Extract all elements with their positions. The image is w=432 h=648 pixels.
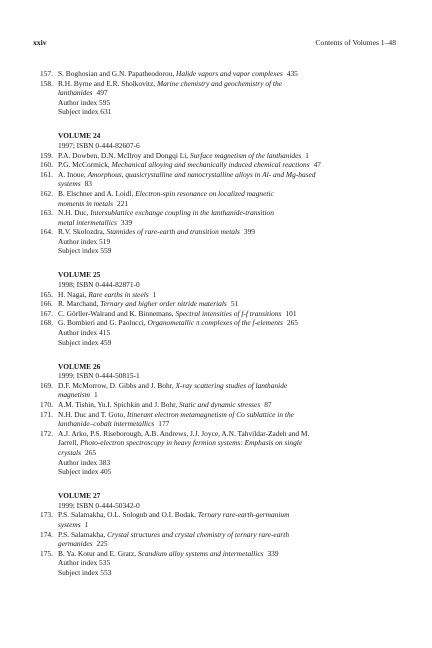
entry-title: Intersublattice exchange coupling in the lanthanide-transition — [90, 208, 274, 218]
entry-number: 173. — [40, 510, 53, 520]
entry-title: Static and dynamic stresses — [178, 399, 261, 409]
volume-heading: VOLUME 26 — [58, 361, 101, 371]
entry-number: 167. — [40, 308, 53, 318]
entry-number: 164. — [40, 227, 53, 237]
entry-page: 497 — [96, 88, 108, 98]
volume-heading: VOLUME 24 — [58, 131, 101, 141]
entry-page: 177 — [158, 419, 170, 429]
entry-title-cont: germanides — [58, 539, 93, 549]
entry — [40, 318, 392, 328]
subject-index: Subject index 405 — [58, 467, 112, 477]
entry-page: 1 — [305, 150, 309, 160]
entry-title: Scandium alloy systems and intermetallics — [137, 548, 264, 558]
contents-list — [40, 69, 392, 577]
entry-page: 101 — [285, 308, 297, 318]
author-index: Author index 415 — [58, 328, 111, 338]
entry-title: Surface magnetism of the lanthanides — [190, 150, 302, 160]
entry-authors: N.H. Duc, — [58, 208, 91, 218]
entry — [40, 429, 392, 458]
entry — [40, 309, 392, 319]
entry-number: 159. — [40, 150, 53, 160]
entry-title: Electron-spin resonance on localized magnetic — [135, 188, 274, 198]
entry-number: 175. — [40, 548, 53, 558]
entry-page: 51 — [230, 299, 239, 309]
entry-authors: R. Marchand, — [58, 299, 101, 309]
entry-title: Mechanical alloying and mechanically induced chemical reactions — [111, 160, 310, 170]
entry-title-cont: systems — [58, 519, 81, 529]
entry-number: 170. — [40, 399, 53, 409]
entry — [40, 400, 392, 410]
entry-title: Amorphous, quasicrystalline and nanocrystalline alloys in Al- and Mg-based — [87, 169, 316, 179]
entry-title-cont: systems — [58, 179, 81, 189]
volume-info: 1998; ISBN 0-444-82871-0 — [58, 280, 140, 290]
volume-info: 1999; ISBN 0-444-50815-1 — [58, 371, 140, 381]
entry-authors: P.S. Salamakha, O.L. Sologub and O.I. Bodak, — [58, 510, 198, 520]
volume-info: 1997; ISBN 0-444-82607-6 — [58, 140, 140, 150]
entry-page: 435 — [286, 69, 298, 78]
entry-number: 160. — [40, 160, 53, 170]
author-index: Author index 595 — [58, 97, 111, 107]
entry-title: Spectral intensities of f-f transitions — [175, 308, 282, 318]
page-number: xxiv — [33, 38, 47, 47]
entry — [40, 170, 392, 189]
entry-authors: G. Bombieri and G. Paolucci, — [58, 318, 148, 328]
entry-number: 165. — [40, 289, 53, 299]
entry-authors: A.M. Tishin, Yu.I. Spichkin and J. Bohr, — [58, 399, 179, 409]
entry-page: 225 — [96, 539, 108, 549]
volume-heading: VOLUME 27 — [58, 491, 101, 501]
entry — [40, 549, 392, 559]
entry-authors: R.H. Byrne and E.R. Sholkovitz, — [58, 78, 157, 88]
entry-title: Ternary and higher order nitride materials — [100, 299, 227, 309]
entry-authors: D.F. McMorrow, D. Gibbs and J. Bohr, — [58, 380, 176, 390]
entry — [40, 160, 392, 170]
entry-page: 83 — [84, 179, 92, 189]
entry-number: 169. — [40, 380, 53, 390]
entry-authors: P.A. Dowben, D.N. McIlroy and Dongqi Li, — [58, 150, 190, 160]
entry — [40, 227, 392, 237]
entry-number: 166. — [40, 299, 53, 309]
entry — [40, 410, 392, 429]
entry-page: 1 — [152, 289, 157, 299]
entry-title: Crystal structures and crystal chemistry of ternary rare-earth — [107, 529, 290, 539]
entry-number: 158. — [40, 78, 53, 88]
entry — [40, 208, 392, 227]
entry — [40, 79, 392, 98]
entry-title: X-ray scattering studies of lanthanide — [175, 380, 288, 390]
entry-title: Marine chemistry and geochemistry of the — [156, 78, 282, 88]
running-header — [33, 38, 396, 48]
entry-page: 339 — [120, 217, 133, 227]
entry-authors: S. Boghosian and G.N. Papatheodorou, — [58, 69, 177, 78]
entry-authors: A. Inoue, — [58, 169, 88, 179]
entry-number: 171. — [40, 409, 53, 419]
entry-title-cont: lanthanides — [58, 88, 93, 98]
subject-index: Subject index 553 — [58, 567, 112, 577]
entry-page: 265 — [85, 447, 97, 457]
entry-title-cont: crystals — [58, 447, 81, 457]
volume-info: 1999; ISBN 0-444-50342-0 — [58, 500, 140, 510]
entry-number: 163. — [40, 208, 53, 218]
author-index: Author index 535 — [58, 558, 111, 568]
entry-authors: B. Ya. Kotur and E. Gratz, — [58, 548, 138, 558]
subject-index: Subject index 459 — [58, 337, 112, 347]
entry — [40, 151, 392, 161]
entry-page: 87 — [264, 399, 272, 409]
entry — [40, 69, 392, 79]
entry-title: Organometallic π complexes of the f-elements — [147, 318, 283, 328]
entry-title-cont: magnetism — [58, 390, 91, 400]
entry — [40, 381, 392, 400]
author-index: Author index 519 — [58, 236, 111, 246]
entry-title: Rare earths in steels — [88, 289, 149, 299]
entry-number: 168. — [40, 318, 53, 328]
entry — [40, 290, 392, 300]
entry-page: 339 — [267, 548, 279, 558]
entry-page: 221 — [117, 198, 129, 208]
entry-number: 162. — [40, 188, 53, 198]
subject-index: Subject index 631 — [58, 107, 112, 117]
entry-authors: P.G. McCormick, — [58, 160, 112, 170]
entry-authors: N.H. Duc and T. Goto, — [58, 409, 127, 419]
entry-title-cont: lanthanide–cobalt intermetallics — [58, 419, 155, 429]
entry-number: 161. — [40, 169, 53, 179]
entry-title-cont: moments in metals — [58, 198, 114, 208]
entry-title-cont: metal intermetallics — [58, 217, 117, 227]
entry-page: 47 — [313, 160, 321, 170]
entry-title: Photo-electron spectroscopy in heavy fermion systems: Emphasis on single — [80, 438, 303, 448]
entry-page: 1 — [94, 390, 98, 400]
entry — [40, 530, 392, 549]
entry-title: Stannides of rare-earth and transition metals — [106, 227, 240, 237]
entry-title: Ternary rare-earth-germanium — [197, 510, 290, 520]
volume-heading: VOLUME 25 — [58, 270, 101, 280]
entry-number: 174. — [40, 529, 53, 539]
entry — [40, 189, 392, 208]
entry-title: Halide vapors and vapor complexes — [176, 69, 283, 78]
entry-page: 1 — [84, 519, 89, 529]
author-index: Author index 383 — [58, 457, 111, 467]
entry-authors: C. Görller-Walrand and K. Binnemans, — [58, 308, 176, 318]
entry-authors: R.V. Skolozdra, — [58, 227, 107, 237]
entry-authors: B. Elschner and A. Loidl, — [58, 188, 136, 198]
entry-authors: H. Nagai, — [58, 289, 89, 299]
entry-authors: P.S. Salamakha, — [58, 529, 108, 539]
entry-number: 172. — [40, 428, 53, 438]
entry-page: 265 — [286, 318, 298, 328]
subject-index: Subject index 559 — [58, 246, 112, 256]
running-title: Contents of Volumes 1–48 — [315, 38, 396, 47]
entry-number: 157. — [40, 69, 53, 78]
entry-page: 399 — [243, 227, 255, 237]
entry — [40, 299, 392, 309]
entry-title: Itinerant electron metamagnetism of Co sublattice in the — [126, 409, 294, 419]
entry-authors: A.J. Arko, P.S. Riseborough, A.B. Andrews, J.J. Joyce, A.N. Tahvildar-Zadeh and M. — [58, 428, 310, 438]
entry-authors-cont: Jarrell, — [58, 438, 81, 448]
entry — [40, 510, 392, 529]
